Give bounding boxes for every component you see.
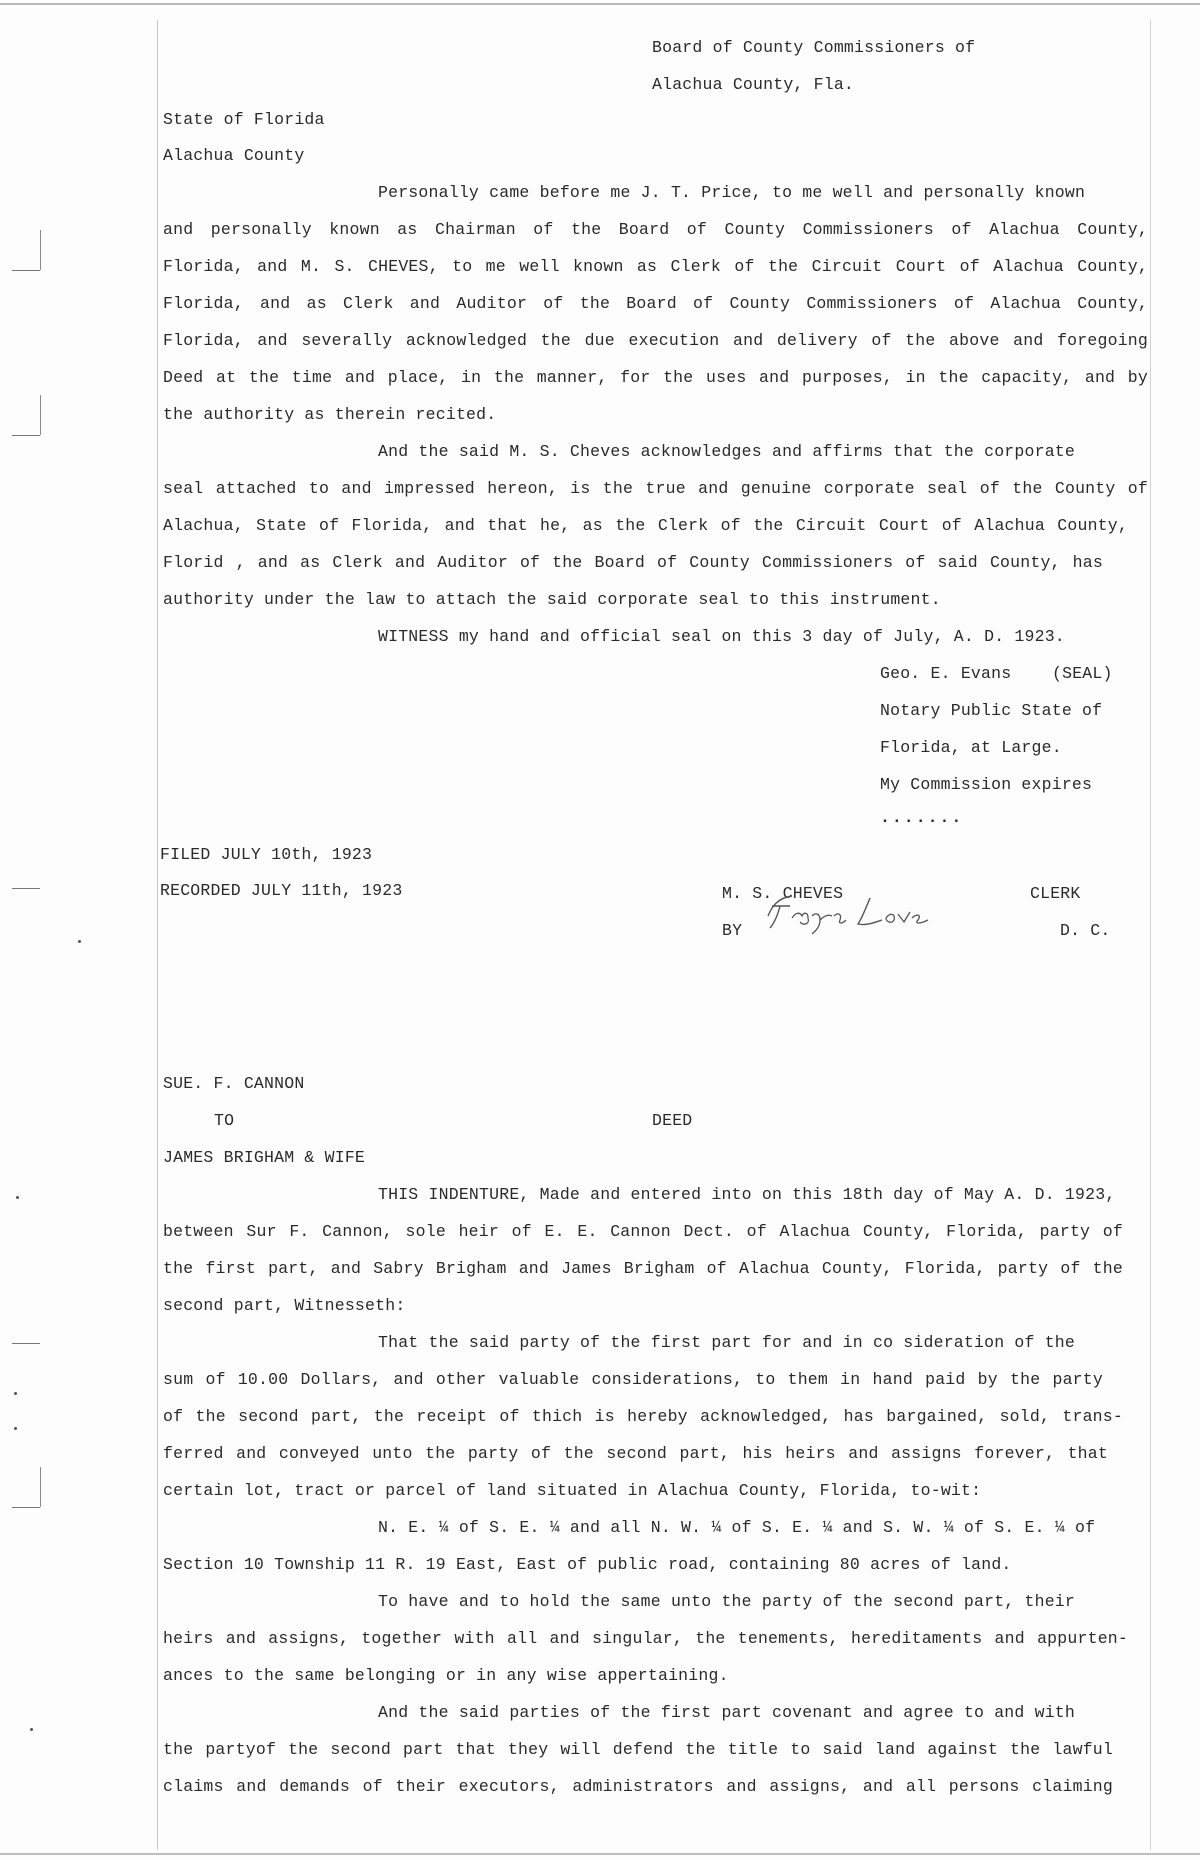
ack-line	[163, 257, 1148, 277]
ack-line	[163, 294, 1148, 314]
land-description-line: N. E. ¼ of S. E. ¼ and all N. W. ¼ of S. E. ¼ and S. W. ¼ of S. E. ¼ of	[378, 1518, 1096, 1537]
ack-line-text: and personally known as Chairman of the Board of County Commissioners of Alachua County,	[163, 220, 1148, 239]
top-rule	[0, 3, 1200, 5]
seal-line	[163, 479, 1148, 499]
margin-mark	[40, 230, 41, 270]
margin-mark	[40, 1467, 41, 1507]
deed-intro-text: between Sur F. Cannon, sole heir of E. E. Cannon Dect. of Alachua County, Florida, party of	[163, 1222, 1123, 1241]
margin-mark	[40, 395, 41, 435]
notary-title-line2: Florida, at Large.	[880, 738, 1062, 757]
seal-line-text: Florid , and as Clerk and Auditor of the Board of County Commissioners of said County, has	[163, 553, 1103, 572]
venue-county: Alachua County	[163, 146, 305, 165]
recorded-date: RECORDED JULY 11th, 1923	[160, 881, 403, 900]
covenant-text: claims and demands of their executors, administrators and assigns, and all persons claiming	[163, 1777, 1113, 1796]
consideration-text: of the second part, the receipt of thich is hereby acknowledged, has bargained, sold, trans-	[163, 1407, 1123, 1426]
seal-line-text: Alachua, State of Florida, and that he, as the Clerk of the Circuit Court of Alachua County,	[163, 516, 1128, 535]
margin-speck	[14, 1427, 17, 1430]
witness-line: WITNESS my hand and official seal on this 3 day of July, A. D. 1923.	[378, 627, 1065, 646]
seal-line	[163, 553, 1103, 573]
ack-line	[163, 220, 1148, 240]
board-header-line2: Alachua County, Fla.	[652, 75, 855, 94]
deed-grantor: SUE. F. CANNON	[163, 1074, 305, 1093]
margin-speck	[16, 1196, 19, 1199]
notary-name: Geo. E. Evans	[880, 664, 1012, 683]
habendum-line: ances to the same belonging or in any wise appertaining.	[163, 1666, 729, 1685]
ack-line	[163, 331, 1148, 351]
venue-state: State of Florida	[163, 110, 325, 129]
seal-line	[163, 516, 1128, 536]
deed-intro-line	[163, 1259, 1123, 1279]
seal-line-text: seal attached to and impressed hereon, is the true and genuine corporate seal of the County of	[163, 479, 1148, 498]
left-margin-line	[157, 20, 158, 1850]
margin-speck	[30, 1728, 33, 1731]
deed-intro-text: the first part, and Sabry Brigham and James Brigham of Alachua County, Florida, party of the	[163, 1259, 1123, 1278]
consideration-text: sum of 10.00 Dollars, and other valuable considerations, to them in hand paid by the party	[163, 1370, 1103, 1389]
ack-line: Personally came before me J. T. Price, to me well and personally known	[378, 183, 1086, 202]
consideration-text: ferred and conveyed unto the party of the second part, his heirs and assigns forever, that	[163, 1444, 1108, 1463]
ack-line-text: Florida, and severally acknowledged the due execution and delivery of the above and foregoing	[163, 331, 1148, 350]
by-label: BY	[722, 921, 743, 940]
deputy-clerk-signature	[700, 876, 930, 936]
consideration-line: That the said party of the first part for and in co sideration of the	[378, 1333, 1076, 1352]
ack-line-text: Florida, and M. S. CHEVES, to me well known as Clerk of the Circuit Court of Alachua County,	[163, 257, 1148, 276]
ack-line: the authority as therein recited.	[163, 405, 497, 424]
margin-speck	[14, 1392, 17, 1395]
covenant-line: And the said parties of the first part covenant and agree to and with	[378, 1703, 1076, 1722]
deed-intro-line: second part, Witnesseth:	[163, 1296, 406, 1315]
deed-grantee: JAMES BRIGHAM & WIFE	[163, 1148, 366, 1167]
margin-mark	[12, 1507, 40, 1508]
notary-title-line1: Notary Public State of	[880, 701, 1103, 720]
notary-commission: My Commission expires	[880, 775, 1093, 794]
margin-mark	[12, 270, 40, 271]
consideration-line: certain lot, tract or parcel of land situated in Alachua County, Florida, to-wit:	[163, 1481, 982, 1500]
habendum-line: To have and to hold the same unto the party of the second part, their	[378, 1592, 1076, 1611]
margin-speck	[78, 940, 81, 943]
habendum-text: heirs and assigns, together with all and singular, the tenements, hereditaments and appurten-	[163, 1629, 1128, 1648]
habendum-line	[163, 1629, 1128, 1649]
margin-mark	[12, 435, 40, 436]
consideration-line	[163, 1407, 1123, 1427]
ack-line-text: Florida, and as Clerk and Auditor of the Board of County Commissioners of Alachua County,	[163, 294, 1148, 313]
bottom-rule	[0, 1853, 1200, 1855]
seal-line: And the said M. S. Cheves acknowledges and affirms that the corporate	[378, 442, 1076, 461]
notary-commission-blank: .......	[880, 808, 964, 827]
covenant-text: the partyof the second part that they will defend the title to said land against the lawful	[163, 1740, 1113, 1759]
covenant-line	[163, 1777, 1113, 1797]
deed-to: TO	[214, 1111, 235, 1130]
seal-line: authority under the law to attach the said corporate seal to this instrument.	[163, 590, 941, 609]
deed-intro-line	[163, 1222, 1123, 1242]
right-margin-line	[1150, 20, 1151, 1850]
board-header-line1: Board of County Commissioners of	[652, 38, 976, 57]
ack-line	[163, 368, 1148, 388]
deed-intro-line: THIS INDENTURE, Made and entered into on this 18th day of May A. D. 1923,	[378, 1185, 1116, 1204]
deed-type: DEED	[652, 1111, 693, 1130]
consideration-line	[163, 1370, 1103, 1390]
margin-mark	[12, 888, 40, 889]
margin-mark	[12, 1343, 40, 1344]
covenant-line	[163, 1740, 1113, 1760]
land-description-line: Section 10 Township 11 R. 19 East, East of public road, containing 80 acres of land.	[163, 1555, 1012, 1574]
filed-date: FILED JULY 10th, 1923	[160, 845, 373, 864]
clerk-title: CLERK	[1030, 884, 1081, 903]
notary-seal: (SEAL)	[1052, 664, 1113, 683]
clerk-name: M. S. CHEVES	[722, 884, 844, 903]
consideration-line	[163, 1444, 1108, 1464]
deputy-clerk-title: D. C.	[1060, 921, 1111, 940]
ack-line-text: Deed at the time and place, in the manner, for the uses and purposes, in the capacity, and by	[163, 368, 1148, 387]
